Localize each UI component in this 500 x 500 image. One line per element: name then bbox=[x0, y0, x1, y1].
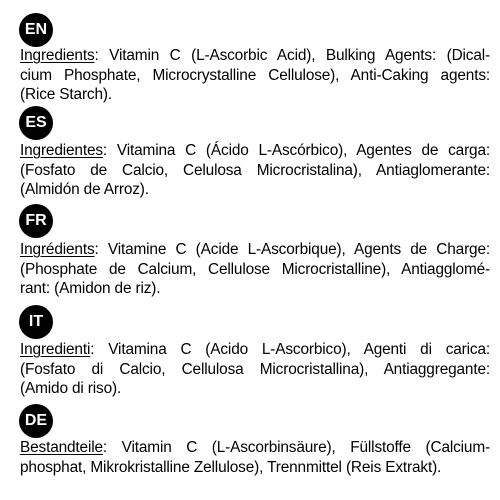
ingredients-text-fr bbox=[20, 240, 490, 299]
ingredients-text-it bbox=[20, 340, 490, 399]
ingredients-line: Ingredientes: Vitamina C (Ácido L-Ascórbico), Agentes de carga: bbox=[20, 142, 490, 159]
ingredients-text-en bbox=[20, 46, 490, 105]
ingredients-line: (Amido di riso). bbox=[20, 380, 122, 397]
ingredients-text-de bbox=[20, 438, 490, 477]
ingredients-line: Bestandteile: Vitamin C (L-Ascorbinsäure), Füllstoffe (Calcium- bbox=[20, 439, 490, 456]
ingredients-line: (Phosphate de Calcium, Cellulose Microcristalline), Antiagglomé- bbox=[20, 260, 490, 278]
language-badge-es: ES bbox=[19, 106, 53, 140]
ingredients-text-es bbox=[20, 141, 490, 200]
language-badge-fr: FR bbox=[19, 204, 53, 238]
language-badge-en: EN bbox=[19, 13, 53, 47]
ingredients-label-de: Bestandteile bbox=[20, 439, 103, 456]
ingredients-label-fr: Ingrédients bbox=[20, 241, 95, 258]
ingredients-line: Ingredienti: Vitamina C (Acido L-Ascorbico), Agenti di carica: bbox=[20, 341, 490, 358]
ingredients-line: (Fosfato di Calcio, Cellulosa Microcristallina), Antiaggregante: bbox=[20, 360, 490, 378]
ingredients-label-en: Ingredients bbox=[20, 47, 95, 64]
ingredients-line: rant: (Amidon de riz). bbox=[20, 280, 161, 297]
ingredients-line: (Almidón de Arroz). bbox=[20, 181, 149, 198]
ingredients-label-it: Ingredienti bbox=[20, 341, 91, 358]
language-badge-de: DE bbox=[19, 404, 53, 438]
ingredients-label-es: Ingredientes bbox=[20, 142, 103, 159]
language-badge-it: IT bbox=[19, 305, 53, 339]
ingredients-line: (Rice Starch). bbox=[20, 86, 112, 103]
ingredients-line: cium Phosphate, Microcrystalline Cellulose), Anti-Caking agents: bbox=[20, 66, 490, 84]
ingredients-line: (Fosfato de Calcio, Celulosa Microcristalina), Antiaglomerante: bbox=[20, 161, 490, 179]
ingredients-line: phosphat, Mikrokristalline Zellulose), Trennmittel (Reis Extrakt). bbox=[20, 458, 442, 476]
ingredients-line: Ingrédients: Vitamine C (Acide L-Ascorbique), Agents de Charge: bbox=[20, 241, 490, 258]
ingredients-line: Ingredients: Vitamin C (L-Ascorbic Acid), Bulking Agents: (Dical- bbox=[20, 47, 490, 64]
